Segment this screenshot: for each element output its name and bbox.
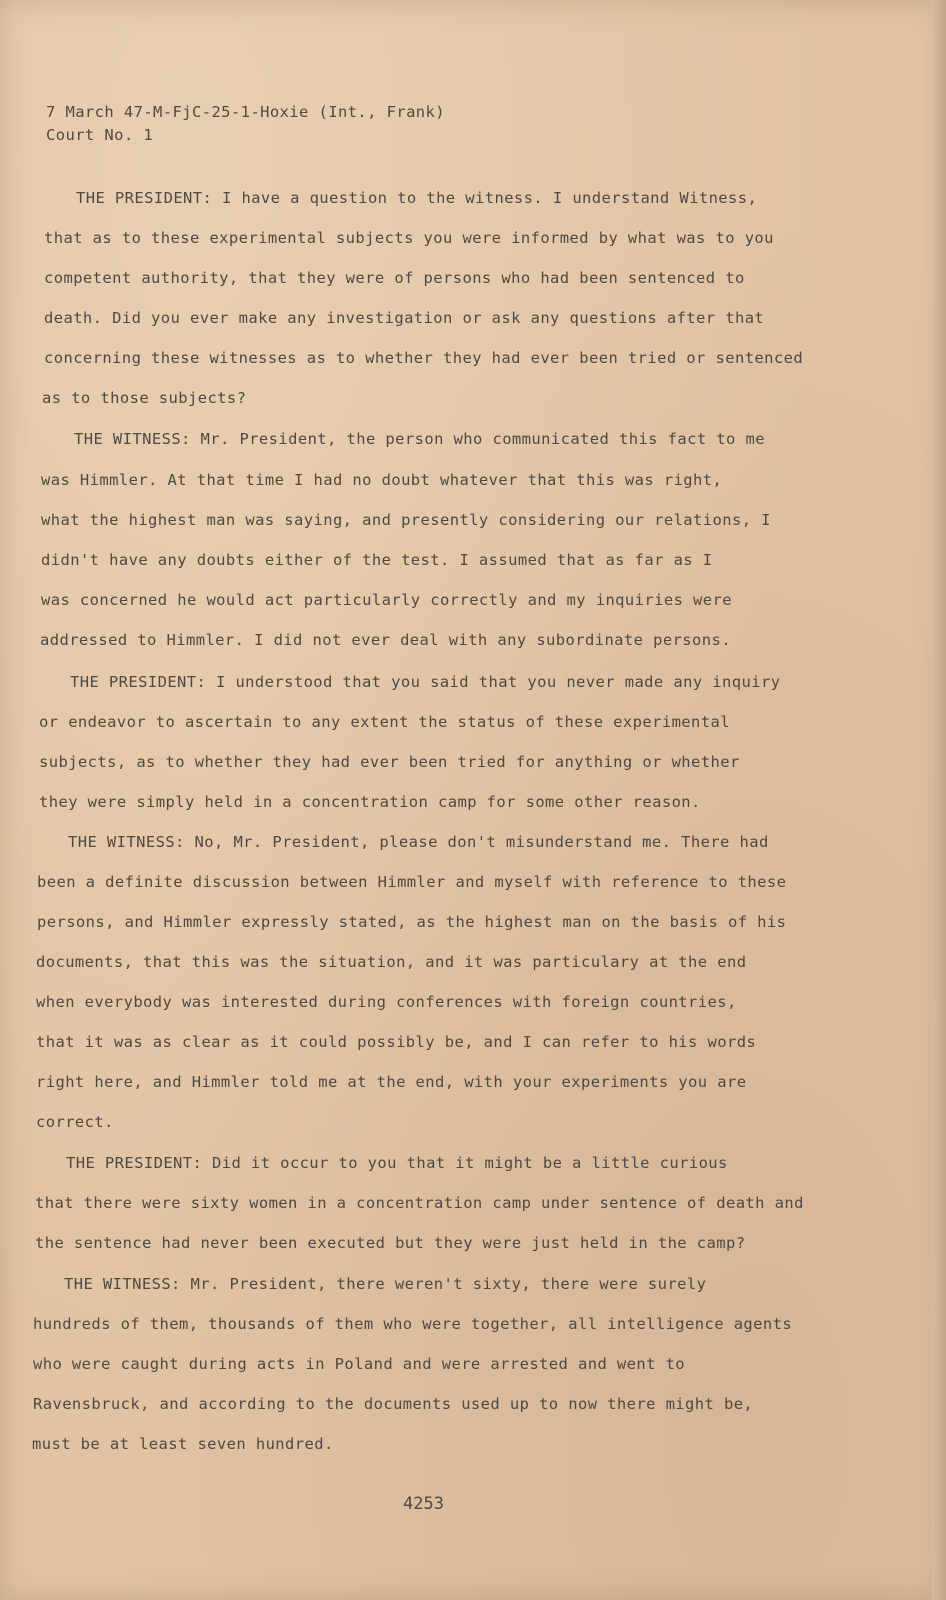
text-line: who were caught during acts in Poland and were arrested and went to [33, 1355, 686, 1373]
text-line: that as to these experimental subjects you were informed by what was to you [44, 229, 774, 247]
text-line: hundreds of them, thousands of them who were together, all intelligence agents [33, 1315, 793, 1333]
text-line: was Himmler. At that time I had no doubt whatever that this was right, [41, 471, 723, 489]
text-line: concerning these witnesses as to whether they had ever been tried or sentenced [44, 349, 804, 367]
text-line: THE PRESIDENT: I have a question to the witness. I understand Witness, [76, 189, 758, 207]
text-line: addressed to Himmler. I did not ever deal with any subordinate persons. [40, 631, 731, 649]
text-line: subjects, as to whether they had ever been tried for anything or whether [39, 753, 740, 771]
text-line: was concerned he would act particularly correctly and my inquiries were [41, 591, 732, 609]
text-line: persons, and Himmler expressly stated, as the highest man on the basis of his [37, 913, 787, 931]
text-line: correct. [36, 1113, 114, 1131]
text-line: THE PRESIDENT: Did it occur to you that it might be a little curious [66, 1154, 728, 1172]
text-line: right here, and Himmler told me at the end, with your experiments you are [36, 1073, 747, 1091]
text-line: been a definite discussion between Himmler and myself with reference to these [37, 873, 787, 891]
text-line: that it was as clear as it could possibly be, and I can refer to his words [36, 1033, 757, 1051]
text-line: THE PRESIDENT: I understood that you said that you never made any inquiry [70, 673, 781, 691]
text-line: must be at least seven hundred. [32, 1435, 334, 1453]
text-line: Ravensbruck, and according to the documents used up to now there might be, [33, 1395, 754, 1413]
text-line: THE WITNESS: Mr. President, there weren't sixty, there were surely [64, 1275, 707, 1293]
header-date-line: 7 March 47-M-FjC-25-1-Hoxie (Int., Frank) [46, 103, 446, 121]
text-line: didn't have any doubts either of the test. I assumed that as far as I [41, 551, 713, 569]
header-court-line: Court No. 1 [46, 126, 154, 144]
page-edge [932, 0, 946, 1600]
page-number: 4253 [403, 1494, 444, 1514]
text-line: death. Did you ever make any investigation or ask any questions after that [44, 309, 765, 327]
text-line: documents, that this was the situation, and it was particulary at the end [36, 953, 747, 971]
text-line: that there were sixty women in a concentration camp under sentence of death and [35, 1194, 804, 1212]
text-line: when everybody was interested during conferences with foreign countries, [36, 993, 737, 1011]
text-line: as to those subjects? [42, 389, 247, 407]
text-line: THE WITNESS: No, Mr. President, please don't misunderstand me. There had [68, 833, 769, 851]
text-line: competent authority, that they were of persons who had been sentenced to [44, 269, 745, 287]
text-line: they were simply held in a concentration camp for some other reason. [39, 793, 701, 811]
text-line: or endeavor to ascertain to any extent the status of these experimental [39, 713, 730, 731]
text-line: what the highest man was saying, and presently considering our relations, I [41, 511, 771, 529]
text-line: the sentence had never been executed but they were just held in the camp? [35, 1234, 746, 1252]
text-line: THE WITNESS: Mr. President, the person who communicated this fact to me [74, 430, 765, 448]
